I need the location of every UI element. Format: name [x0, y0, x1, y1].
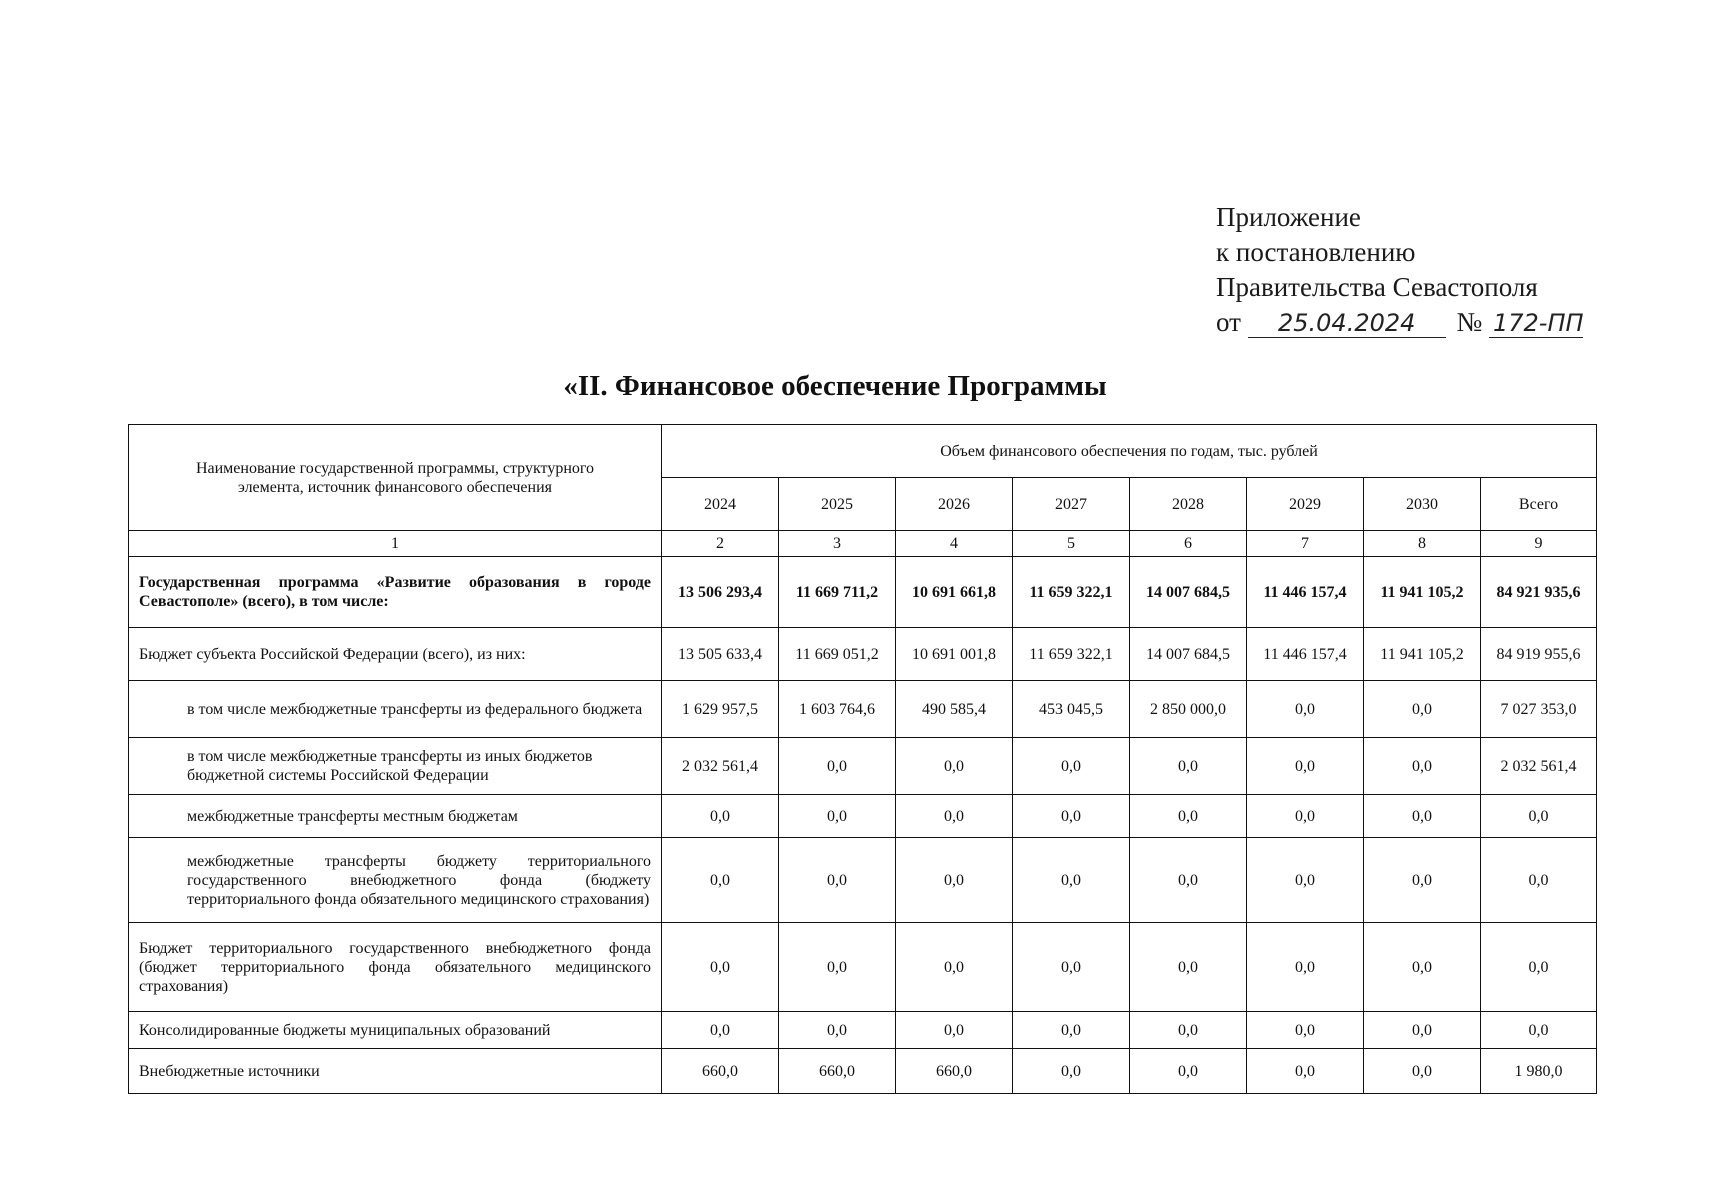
row-value: 453 045,5	[1013, 681, 1130, 738]
row-value: 0,0	[1013, 1049, 1130, 1094]
section-title: «II. Финансовое обеспечение Программы	[563, 370, 1107, 402]
table-row-fund-transfers	[129, 838, 1597, 923]
row-value: 1 629 957,5	[662, 681, 779, 738]
row-value: 0,0	[896, 923, 1013, 1012]
row-value: 0,0	[1247, 1049, 1364, 1094]
financing-table	[128, 424, 1597, 1094]
row-value: 0,0	[1364, 1049, 1481, 1094]
row-value: 0,0	[1364, 838, 1481, 923]
row-label: Бюджет территориального государственного внебюджетного фонда (бюджет территориального фонда обязательного медицинского страхования)	[129, 923, 662, 1012]
row-value: 660,0	[896, 1049, 1013, 1094]
annex-block	[1216, 200, 1583, 340]
row-value: 0,0	[896, 795, 1013, 838]
table-row-other-transfers	[129, 738, 1597, 795]
table-row-program-total	[129, 557, 1597, 628]
row-value: 660,0	[779, 1049, 896, 1094]
row-value: 11 446 157,4	[1247, 628, 1364, 681]
column-number: 5	[1013, 531, 1130, 557]
column-number: 1	[129, 531, 662, 557]
row-value: 11 941 105,2	[1364, 557, 1481, 628]
row-label: межбюджетные трансферты бюджету территориального государственного внебюджетного фонда (бюджету территориального фонда обязательного медицинского страхования)	[129, 838, 662, 923]
row-value: 0,0	[896, 838, 1013, 923]
row-value: 0,0	[1130, 923, 1247, 1012]
annex-line-3: Правительства Севастополя	[1216, 272, 1538, 302]
year-header: 2027	[1013, 478, 1130, 531]
handwritten-number: 172-ПП	[1489, 309, 1583, 338]
table-row-extrabudgetary	[129, 1049, 1597, 1094]
table-row-regional-budget	[129, 628, 1597, 681]
row-value: 660,0	[662, 1049, 779, 1094]
row-value: 0,0	[1247, 681, 1364, 738]
row-value: 0,0	[662, 1012, 779, 1049]
row-value: 0,0	[779, 838, 896, 923]
row-value: 0,0	[1130, 1012, 1247, 1049]
row-value: 0,0	[1013, 795, 1130, 838]
row-label: Бюджет субъекта Российской Федерации (всего), из них:	[129, 628, 662, 681]
row-value: 2 032 561,4	[662, 738, 779, 795]
row-value: 0,0	[662, 923, 779, 1012]
row-value: 0,0	[1364, 1012, 1481, 1049]
row-value: 7 027 353,0	[1481, 681, 1597, 738]
row-value: 0,0	[1364, 795, 1481, 838]
row-value: 11 669 711,2	[779, 557, 896, 628]
row-value: 0,0	[896, 1012, 1013, 1049]
column-number: 7	[1247, 531, 1364, 557]
row-value: 1 980,0	[1481, 1049, 1597, 1094]
date-prefix: от	[1216, 307, 1241, 337]
row-value: 0,0	[1013, 1012, 1130, 1049]
row-value: 0,0	[1130, 795, 1247, 838]
annex-line-2: к постановлению	[1216, 237, 1416, 267]
row-value: 11 669 051,2	[779, 628, 896, 681]
table-row-fund-budget	[129, 923, 1597, 1012]
header-volume-cell: Объем финансового обеспечения по годам, тыс. рублей	[662, 425, 1597, 478]
row-value: 490 585,4	[896, 681, 1013, 738]
row-value: 0,0	[1247, 795, 1364, 838]
table-row-federal-transfers	[129, 681, 1597, 738]
column-number: 2	[662, 531, 779, 557]
row-value: 10 691 661,8	[896, 557, 1013, 628]
row-value: 0,0	[1481, 838, 1597, 923]
row-label: межбюджетные трансферты местным бюджетам	[129, 795, 662, 838]
row-label: Консолидированные бюджеты муниципальных образований	[129, 1012, 662, 1049]
row-value: 0,0	[1481, 795, 1597, 838]
row-value: 0,0	[1130, 1049, 1247, 1094]
row-value: 0,0	[1130, 738, 1247, 795]
column-number: 9	[1481, 531, 1597, 557]
column-number: 4	[896, 531, 1013, 557]
row-value: 13 505 633,4	[662, 628, 779, 681]
number-prefix: №	[1456, 307, 1483, 337]
row-value: 0,0	[1013, 923, 1130, 1012]
column-number: 3	[779, 531, 896, 557]
year-header: 2028	[1130, 478, 1247, 531]
table-row-municipal-budgets	[129, 1012, 1597, 1049]
annex-date-line	[1216, 305, 1583, 340]
row-value: 0,0	[662, 795, 779, 838]
year-header: 2029	[1247, 478, 1364, 531]
row-value: 84 921 935,6	[1481, 557, 1597, 628]
header-name-cell: Наименование государственной программы, структурного элемента, источник финансового обеспечения	[129, 425, 662, 531]
row-value: 0,0	[779, 923, 896, 1012]
year-header: 2025	[779, 478, 896, 531]
year-header: 2026	[896, 478, 1013, 531]
row-value: 0,0	[1247, 923, 1364, 1012]
row-value: 10 691 001,8	[896, 628, 1013, 681]
row-value: 1 603 764,6	[779, 681, 896, 738]
row-value: 11 659 322,1	[1013, 557, 1130, 628]
year-header: 2030	[1364, 478, 1481, 531]
row-value: 84 919 955,6	[1481, 628, 1597, 681]
handwritten-date: 25.04.2024	[1248, 309, 1446, 338]
column-number-row	[129, 531, 1597, 557]
row-label: Внебюджетные источники	[129, 1049, 662, 1094]
row-value: 0,0	[1130, 838, 1247, 923]
row-value: 0,0	[1247, 838, 1364, 923]
row-value: 0,0	[1481, 1012, 1597, 1049]
row-value: 0,0	[779, 795, 896, 838]
row-value: 2 850 000,0	[1130, 681, 1247, 738]
row-value: 0,0	[662, 838, 779, 923]
row-value: 0,0	[896, 738, 1013, 795]
row-value: 2 032 561,4	[1481, 738, 1597, 795]
row-label: Государственная программа «Развитие образования в городе Севастополе» (всего), в том числе:	[129, 557, 662, 628]
row-value: 11 446 157,4	[1247, 557, 1364, 628]
row-value: 11 659 322,1	[1013, 628, 1130, 681]
row-value: 14 007 684,5	[1130, 628, 1247, 681]
year-header: 2024	[662, 478, 779, 531]
row-value: 0,0	[1013, 838, 1130, 923]
table-row-local-transfers	[129, 795, 1597, 838]
row-value: 13 506 293,4	[662, 557, 779, 628]
row-value: 0,0	[1364, 738, 1481, 795]
row-value: 0,0	[779, 738, 896, 795]
row-value: 11 941 105,2	[1364, 628, 1481, 681]
table-header-row	[129, 425, 1597, 478]
annex-line-1: Приложение	[1216, 202, 1361, 232]
row-value: 0,0	[1364, 923, 1481, 1012]
row-value: 0,0	[1247, 738, 1364, 795]
row-value: 0,0	[1481, 923, 1597, 1012]
column-number: 8	[1364, 531, 1481, 557]
column-number: 6	[1130, 531, 1247, 557]
row-value: 0,0	[1364, 681, 1481, 738]
row-value: 0,0	[1247, 1012, 1364, 1049]
row-value: 14 007 684,5	[1130, 557, 1247, 628]
row-value: 0,0	[779, 1012, 896, 1049]
total-header: Всего	[1481, 478, 1597, 531]
row-label: в том числе межбюджетные трансферты из иных бюджетов бюджетной системы Российской Федерации	[129, 738, 662, 795]
row-label: в том числе межбюджетные трансферты из федерального бюджета	[129, 681, 662, 738]
row-value: 0,0	[1013, 738, 1130, 795]
